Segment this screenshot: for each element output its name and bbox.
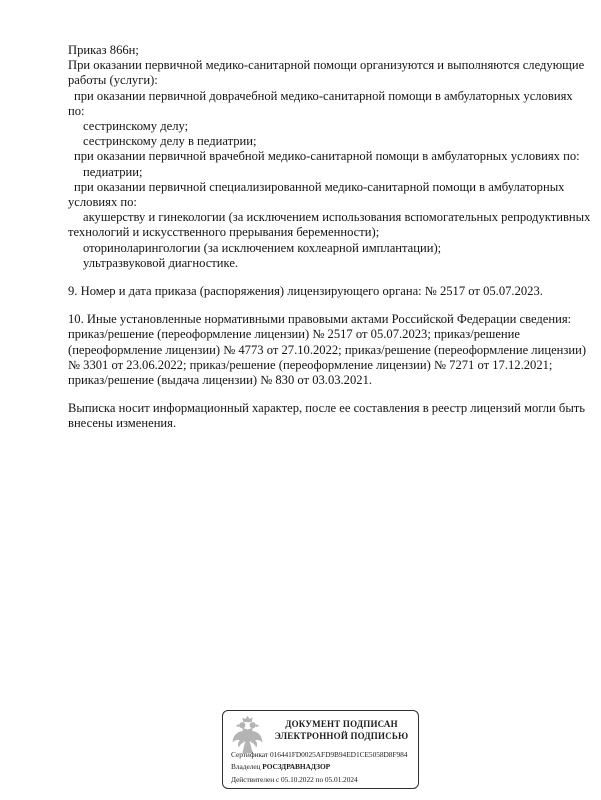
text-line: при оказании первичной специализированной медико-санитарной помощи в амбулаторных: [74, 179, 565, 194]
text-line: при оказании первичной доврачебной медико-санитарной помощи в амбулаторных условиях: [74, 88, 573, 103]
text-line: приказ/решение (переоформление лицензии) № 2517 от 05.07.2023; приказ/решение: [68, 327, 520, 342]
owner-label: Владелец: [231, 762, 261, 772]
stamp-certificate-line: [231, 749, 414, 761]
stamp-title-line2: ЭЛЕКТРОННОЙ ПОДПИСЬЮ: [274, 730, 409, 741]
text-line: 10. Иные установленные нормативными правовыми актами Российской Федерации сведения:: [68, 312, 572, 327]
text-line: работы (услуги):: [68, 73, 158, 88]
text-line: (переоформление лицензии) № 4773 от 27.10.2022; приказ/решение (переоформление лицензии): [68, 342, 587, 357]
text-line: оториноларингологии (за исключением кохлеарной имплантации);: [83, 240, 442, 255]
text-line: при оказании первичной врачебной медико-санитарной помощи в амбулаторных условиях по:: [74, 149, 580, 164]
paragraph-works-services: [68, 43, 591, 271]
paragraph-section-10: [68, 312, 587, 388]
text-line: технологий и искусственного прерывания беременности);: [68, 225, 380, 240]
stamp-validity-line: Действителен с 05.10.2022 по 05.01.2024: [231, 774, 358, 784]
text-line: 9. Номер и дата приказа (распоряжения) лицензирующего органа: № 2517 от 05.07.2023.: [68, 284, 543, 299]
text-line: приказ/решение (выдача лицензии) № 830 от 03.03.2021.: [68, 373, 373, 388]
text-line: акушерству и гинекологии (за исключением использования вспомогательных репродуктивных: [83, 210, 591, 225]
stamp-details: [231, 749, 414, 786]
digital-signature-stamp: [222, 710, 419, 789]
text-line: сестринскому делу в педиатрии;: [83, 134, 257, 149]
text-line: При оказании первичной медико-санитарной помощи организуются и выполняются следующие: [68, 58, 585, 73]
text-line: внесены изменения.: [68, 416, 177, 431]
stamp-owner-line: [231, 761, 414, 773]
text-line: ультразвуковой диагностике.: [83, 255, 239, 270]
stamp-title: [269, 719, 414, 742]
certificate-value: 016441FD0025AFD9B94ED1CE5058D8F984: [269, 750, 408, 759]
text-line: по:: [68, 103, 85, 118]
certificate-label: Сертификат: [231, 750, 269, 759]
text-line: условиях по:: [68, 195, 137, 210]
paragraph-section-9: [68, 284, 583, 299]
text-line: Выписка носит информационный характер, после ее составления в реестр лицензий могли быть: [68, 401, 586, 416]
text-line: Приказ 866н;: [68, 43, 139, 57]
text-line: № 3301 от 23.06.2022; приказ/решение (переоформление лицензии) № 7271 от 17.12.2021;: [68, 357, 553, 372]
paragraph-informational-note: [68, 401, 586, 431]
owner-value: РОСЗДРАВНАДЗОР: [262, 762, 331, 772]
text-line: педиатрии;: [83, 164, 143, 179]
text-line: сестринскому делу;: [83, 119, 189, 134]
stamp-title-line1: ДОКУМЕНТ ПОДПИСАН: [285, 719, 398, 729]
